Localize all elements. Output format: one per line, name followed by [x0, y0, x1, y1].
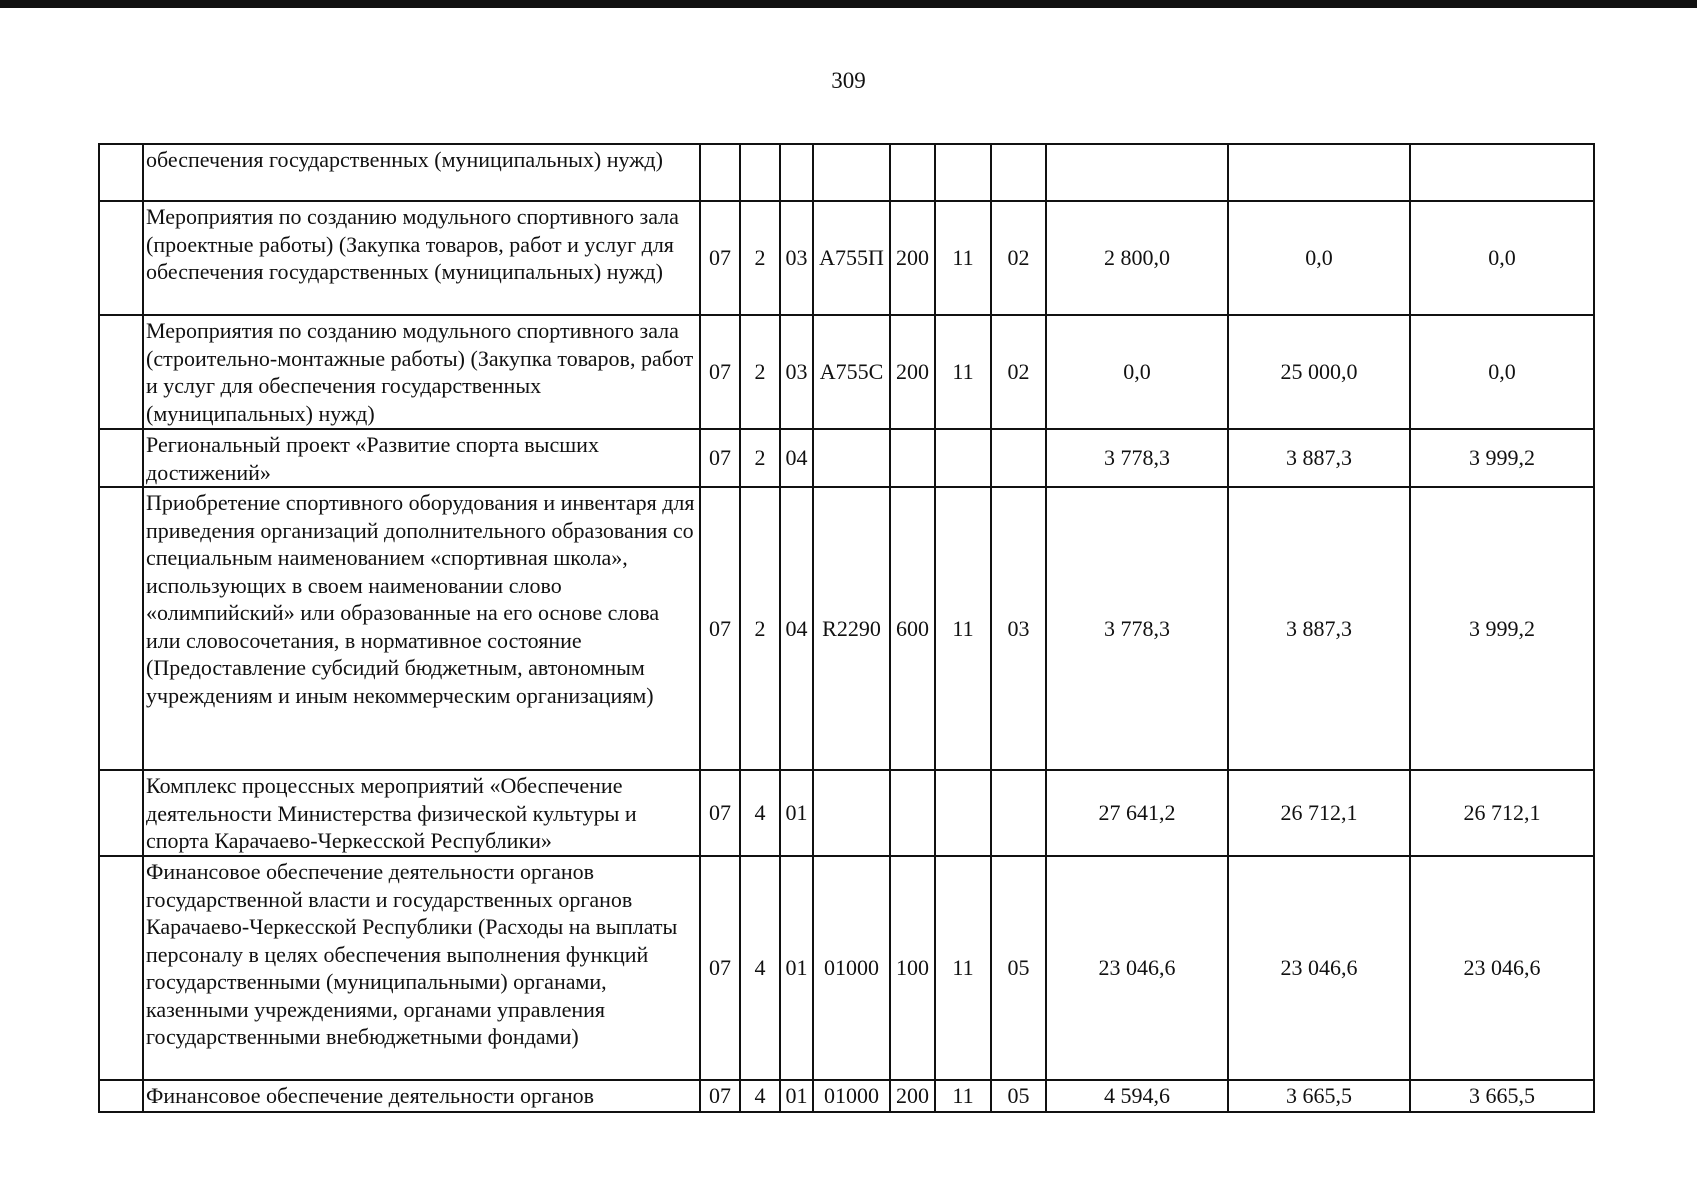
code-cell: 2 — [740, 487, 780, 770]
amount-cell: 3 665,5 — [1228, 1080, 1410, 1112]
row-name: Комплекс процессных мероприятий «Обеспечение деятельности Министерства физической культуры и спорта Карачаево-Черкесской Республики» — [143, 770, 700, 856]
row-index-cell — [99, 201, 143, 315]
row-index-cell — [99, 429, 143, 487]
page-number: 309 — [831, 68, 866, 93]
amount-cell: 3 778,3 — [1046, 487, 1228, 770]
row-index-cell — [99, 856, 143, 1080]
code-cell: 11 — [935, 315, 991, 429]
code-cell: 2 — [740, 315, 780, 429]
code-cell: А755С — [813, 315, 890, 429]
code-cell: R2290 — [813, 487, 890, 770]
row-name: Мероприятия по созданию модульного спортивного зала (проектные работы) (Закупка товаров, работ и услуг для обеспечения государственных (муниципальных) нужд) — [143, 201, 700, 315]
amount-cell: 26 712,1 — [1228, 770, 1410, 856]
amount-cell — [1228, 144, 1410, 201]
code-cell: 01000 — [813, 1080, 890, 1112]
code-cell — [991, 770, 1046, 856]
code-cell: 07 — [700, 856, 740, 1080]
code-cell: 200 — [890, 201, 935, 315]
code-cell — [700, 144, 740, 201]
amount-cell: 0,0 — [1046, 315, 1228, 429]
amount-cell: 0,0 — [1410, 201, 1594, 315]
row-index-cell — [99, 770, 143, 856]
code-cell: 11 — [935, 1080, 991, 1112]
code-cell: 2 — [740, 429, 780, 487]
table-row — [99, 315, 1594, 429]
code-cell: 11 — [935, 487, 991, 770]
table-row — [99, 1080, 1594, 1112]
code-cell: 04 — [780, 487, 813, 770]
row-index-cell — [99, 1080, 143, 1112]
amount-cell: 3 999,2 — [1410, 487, 1594, 770]
code-cell — [780, 144, 813, 201]
amount-cell — [1046, 144, 1228, 201]
amount-cell: 27 641,2 — [1046, 770, 1228, 856]
code-cell: 11 — [935, 201, 991, 315]
code-cell — [935, 429, 991, 487]
code-cell: 01 — [780, 770, 813, 856]
code-cell: 03 — [991, 487, 1046, 770]
code-cell: А755П — [813, 201, 890, 315]
code-cell: 05 — [991, 856, 1046, 1080]
code-cell: 07 — [700, 487, 740, 770]
code-cell — [813, 144, 890, 201]
code-cell: 4 — [740, 1080, 780, 1112]
amount-cell: 3 778,3 — [1046, 429, 1228, 487]
amount-cell: 3 887,3 — [1228, 429, 1410, 487]
code-cell: 01 — [780, 856, 813, 1080]
scan-top-edge — [0, 0, 1697, 8]
amount-cell: 23 046,6 — [1228, 856, 1410, 1080]
code-cell: 200 — [890, 315, 935, 429]
code-cell: 100 — [890, 856, 935, 1080]
code-cell: 07 — [700, 315, 740, 429]
code-cell: 03 — [780, 201, 813, 315]
table-row — [99, 144, 1594, 201]
table-row — [99, 770, 1594, 856]
code-cell — [890, 144, 935, 201]
amount-cell: 0,0 — [1410, 315, 1594, 429]
code-cell: 200 — [890, 1080, 935, 1112]
code-cell: 05 — [991, 1080, 1046, 1112]
row-index-cell — [99, 315, 143, 429]
code-cell: 4 — [740, 770, 780, 856]
amount-cell: 0,0 — [1228, 201, 1410, 315]
code-cell: 07 — [700, 429, 740, 487]
amount-cell: 23 046,6 — [1410, 856, 1594, 1080]
code-cell: 07 — [700, 770, 740, 856]
table-row — [99, 856, 1594, 1080]
code-cell: 600 — [890, 487, 935, 770]
code-cell: 2 — [740, 201, 780, 315]
row-name: Финансовое обеспечение деятельности органов — [143, 1080, 700, 1112]
code-cell — [935, 770, 991, 856]
code-cell — [890, 429, 935, 487]
amount-cell: 25 000,0 — [1228, 315, 1410, 429]
amount-cell: 26 712,1 — [1410, 770, 1594, 856]
code-cell — [991, 144, 1046, 201]
amount-cell: 2 800,0 — [1046, 201, 1228, 315]
table-row — [99, 487, 1594, 770]
code-cell: 11 — [935, 856, 991, 1080]
code-cell: 01000 — [813, 856, 890, 1080]
amount-cell: 23 046,6 — [1046, 856, 1228, 1080]
table-row — [99, 429, 1594, 487]
row-name: Приобретение спортивного оборудования и инвентаря для приведения организаций дополнительного образования со специальным наименованием «спортивная школа», использующих в своем наименовании слово «олимпийский» или образованные на его основе слова или словосочетания, в нормативное состояние (Предоставление субсидий бюджетным, автономным учреждениям и иным некоммерческим организациям) — [143, 487, 700, 770]
row-name: обеспечения государственных (муниципальных) нужд) — [143, 144, 700, 201]
code-cell: 07 — [700, 1080, 740, 1112]
code-cell: 03 — [780, 315, 813, 429]
code-cell: 02 — [991, 201, 1046, 315]
row-name: Региональный проект «Развитие спорта высших достижений» — [143, 429, 700, 487]
code-cell — [890, 770, 935, 856]
budget-table — [98, 143, 1595, 1113]
amount-cell: 3 887,3 — [1228, 487, 1410, 770]
code-cell — [935, 144, 991, 201]
row-index-cell — [99, 144, 143, 201]
row-index-cell — [99, 487, 143, 770]
code-cell — [813, 429, 890, 487]
row-name: Мероприятия по созданию модульного спортивного зала (строительно-монтажные работы) (Закупка товаров, работ и услуг для обеспечения государственных (муниципальных) нужд) — [143, 315, 700, 429]
amount-cell — [1410, 144, 1594, 201]
code-cell — [813, 770, 890, 856]
code-cell: 01 — [780, 1080, 813, 1112]
code-cell: 07 — [700, 201, 740, 315]
code-cell: 02 — [991, 315, 1046, 429]
row-name: Финансовое обеспечение деятельности органов государственной власти и государственных органов Карачаево-Черкесской Республики (Расходы на выплаты персоналу в целях обеспечения выполнения функций государственными (муниципальными) органами, казенными учреждениями, органами управления государственными внебюджетными фондами) — [143, 856, 700, 1080]
code-cell: 04 — [780, 429, 813, 487]
code-cell — [740, 144, 780, 201]
amount-cell: 4 594,6 — [1046, 1080, 1228, 1112]
code-cell — [991, 429, 1046, 487]
table-row — [99, 201, 1594, 315]
amount-cell: 3 999,2 — [1410, 429, 1594, 487]
code-cell: 4 — [740, 856, 780, 1080]
amount-cell: 3 665,5 — [1410, 1080, 1594, 1112]
